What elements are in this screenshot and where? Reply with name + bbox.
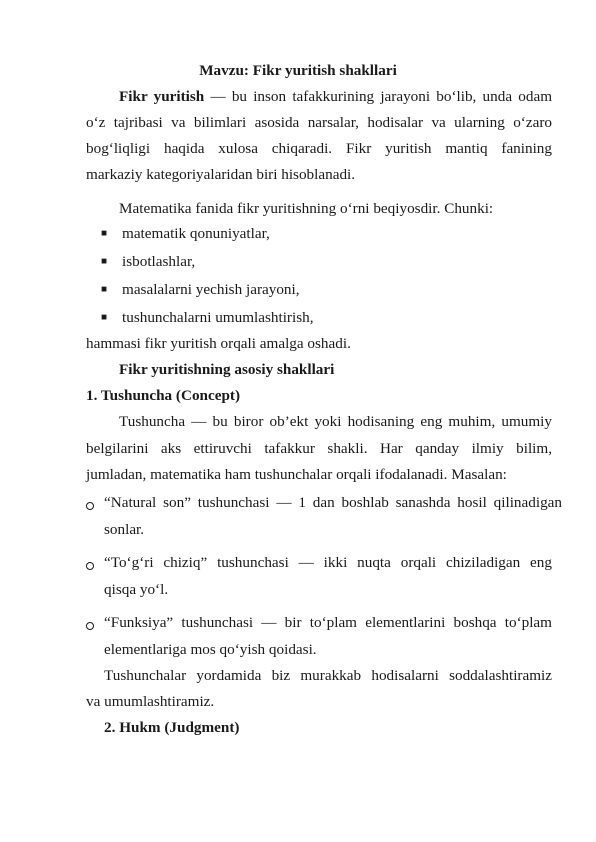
example-line-2: qisqa yo‘l.	[104, 581, 169, 598]
list-item: masalalarni yechish jarayoni,	[122, 281, 300, 298]
intro-line-1-text: — bu inson tafakkurining jarayoni bo‘lib, unda odam	[204, 88, 553, 105]
math-intro: Matematika fanida fikr yuritishning o‘rni beqiyosdir. Chunki:	[119, 200, 494, 217]
list-item: isbotlashlar,	[122, 253, 196, 270]
circle-bullet-icon	[86, 562, 94, 570]
section-1-line-3: jumladan, matematika ham tushunchalar orqali ifodalanadi. Masalan:	[86, 466, 507, 483]
example-line-1: “Funksiya” tushunchasi — bir to‘plam elementlarini boshqa to‘plam	[104, 614, 552, 631]
circle-bullet-icon	[86, 622, 94, 630]
section-1-closing-2: va umumlashtiramiz.	[86, 693, 215, 710]
subheading: Fikr yuritishning asosiy shakllari	[119, 361, 335, 378]
example-line-2: sonlar.	[104, 521, 145, 538]
section-2-heading: 2. Hukm (Judgment)	[104, 719, 240, 736]
page-title: Mavzu: Fikr yuritish shakllari	[199, 62, 397, 79]
list-item: matematik qonuniyatlar,	[122, 225, 270, 242]
intro-line-2: o‘z tajribasi va bilimlari asosida narsalar, hodisalar va ularning o‘zaro	[86, 114, 552, 131]
section-1-closing-1: Tushunchalar yordamida biz murakkab hodisalarni soddalashtiramiz	[104, 667, 552, 684]
intro-line-4: markaziy kategoriyalaridan biri hisoblanadi.	[86, 166, 356, 183]
list-item: tushunchalarni umumlashtirish,	[122, 309, 314, 326]
section-1-heading: 1. Tushuncha (Concept)	[86, 387, 241, 404]
section-1-line-2: belgilarini aks ettiruvchi tafakkur shakli. Har qanday ilmiy bilim,	[86, 440, 552, 457]
section-1-line-1: Tushuncha — bu biror ob’ekt yoki hodisaning eng muhim, umumiy	[119, 413, 552, 430]
bullet-icon: ■	[101, 228, 108, 239]
intro-line-1	[119, 88, 552, 106]
example-line-1: “To‘g‘ri chiziq” tushunchasi — ikki nuqta orqali chiziladigan eng	[104, 554, 552, 571]
intro-line-3: bog‘liqligi haqida xulosa chiqaradi. Fikr yuritish mantiq fanining	[86, 140, 552, 157]
bullet-icon: ■	[101, 256, 108, 267]
bullets-conclusion: hammasi fikr yuritish orqali amalga oshadi.	[86, 335, 351, 352]
example-line-1: “Natural son” tushunchasi — 1 dan boshlab sanashda hosil qilinadigan	[104, 494, 562, 511]
intro-term: Fikr yuritish	[119, 88, 205, 105]
bullet-icon: ■	[101, 312, 108, 323]
bullet-icon: ■	[101, 284, 108, 295]
circle-bullet-icon	[86, 502, 94, 510]
example-line-2: elementlariga mos qo‘yish qoidasi.	[104, 641, 317, 658]
